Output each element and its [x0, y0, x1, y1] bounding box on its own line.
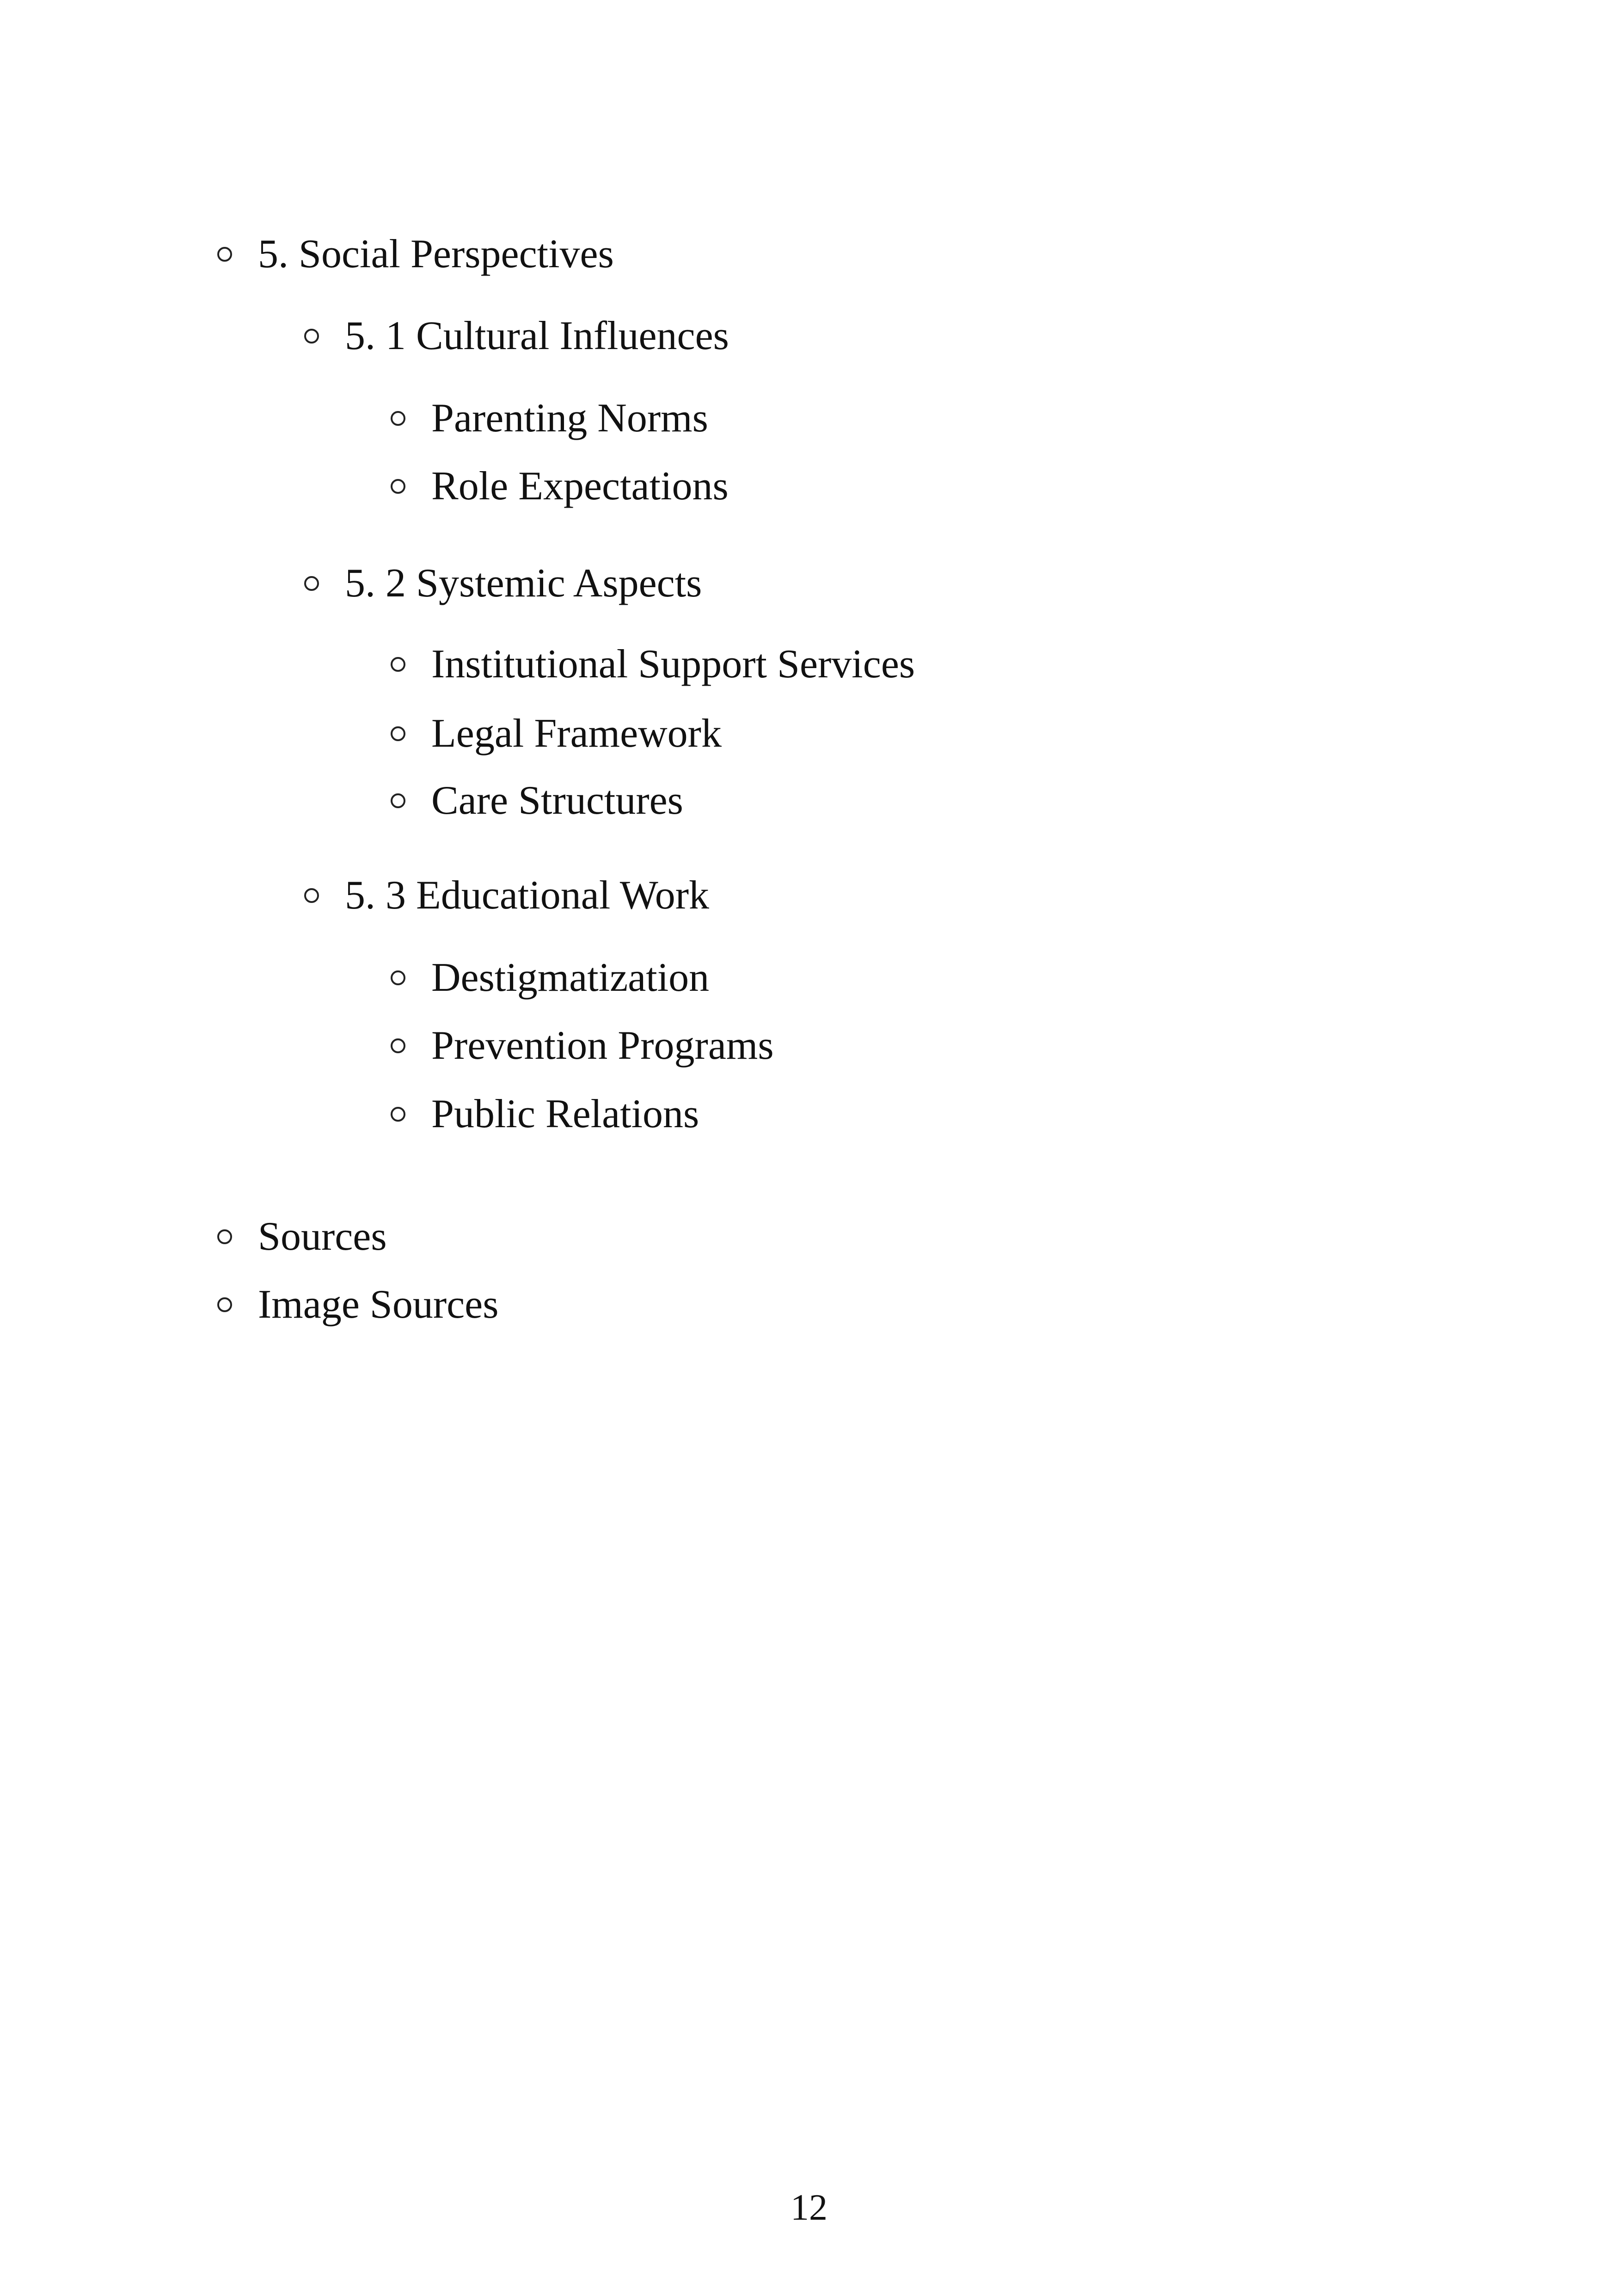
hollow-circle-bullet-icon: [217, 1297, 232, 1312]
toc-entry-label: Role Expectations: [431, 464, 729, 509]
toc-entry-label: Public Relations: [431, 1092, 699, 1136]
hollow-circle-bullet-icon: [217, 247, 232, 262]
toc-entry-label: Parenting Norms: [431, 396, 708, 441]
hollow-circle-bullet-icon: [391, 726, 405, 741]
hollow-circle-bullet-icon: [391, 411, 405, 426]
hollow-circle-bullet-icon: [304, 888, 319, 903]
page-number: 12: [791, 2187, 827, 2228]
toc-entry-parenting-norms: [391, 391, 708, 446]
toc-entry-label: Prevention Programs: [431, 1023, 774, 1068]
toc-entry-image-sources: [217, 1277, 498, 1332]
toc-entry-destigmatization: [391, 950, 709, 1006]
toc-entry-label: 5. Social Perspectives: [258, 232, 614, 276]
toc-entry-label: Destigmatization: [431, 955, 710, 1000]
hollow-circle-bullet-icon: [304, 329, 319, 344]
toc-entry-label: Legal Framework: [431, 711, 722, 756]
hollow-circle-bullet-icon: [217, 1229, 232, 1244]
toc-entry-label: Sources: [258, 1214, 387, 1259]
toc-entry-sources: [217, 1209, 387, 1265]
toc-entry-public-relations: [391, 1087, 699, 1142]
toc-entry-label: Image Sources: [258, 1282, 499, 1327]
toc-entry-label: Care Structures: [431, 778, 683, 823]
toc-entry-label: Institutional Support Services: [431, 642, 915, 687]
toc-entry-legal-framework: [391, 706, 722, 761]
toc-entry-prevention-programs: [391, 1018, 774, 1074]
toc-entry-label: 5. 1 Cultural Influences: [345, 313, 729, 358]
toc-entry-educational-work: [304, 868, 709, 923]
hollow-circle-bullet-icon: [391, 970, 405, 985]
toc-entry-role-expectations: [391, 459, 729, 514]
hollow-circle-bullet-icon: [391, 793, 405, 808]
hollow-circle-bullet-icon: [304, 576, 319, 591]
hollow-circle-bullet-icon: [391, 479, 405, 494]
toc-entry-label: 5. 2 Systemic Aspects: [345, 561, 702, 606]
hollow-circle-bullet-icon: [391, 1038, 405, 1053]
hollow-circle-bullet-icon: [391, 657, 405, 672]
toc-entry-label: 5. 3 Educational Work: [345, 873, 710, 918]
toc-entry-systemic-aspects: [304, 556, 702, 611]
toc-entry-institutional-support-services: [391, 637, 915, 692]
toc-entry-social-perspectives: [217, 227, 614, 282]
toc-entry-cultural-influences: [304, 308, 729, 364]
hollow-circle-bullet-icon: [391, 1107, 405, 1122]
toc-entry-care-structures: [391, 773, 683, 829]
